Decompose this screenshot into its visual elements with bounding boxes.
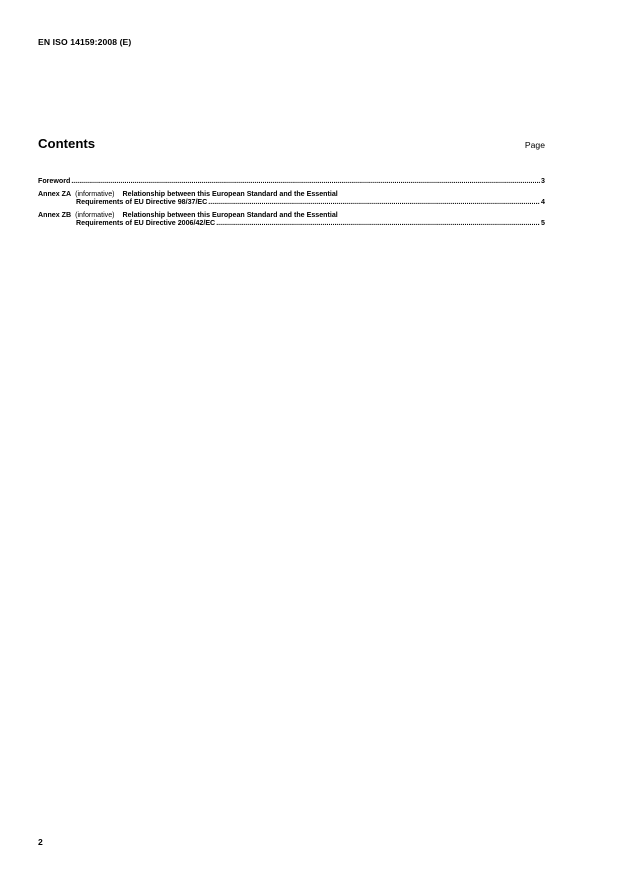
toc-entry-annex-za[interactable]	[38, 190, 545, 206]
toc-line	[38, 211, 545, 219]
toc-entry-title: Relationship between this European Standard and the Essential	[122, 210, 338, 219]
toc-entry-title-continued: Requirements of EU Directive 98/37/EC	[76, 198, 208, 206]
toc-line	[38, 190, 545, 198]
toc-entry-qualifier: (informative)	[75, 210, 115, 219]
toc-line	[38, 219, 545, 227]
toc-entry-foreword[interactable]	[38, 177, 545, 185]
toc-entry-page: 4	[541, 198, 545, 206]
toc-entry-prefix: Annex ZB	[38, 210, 72, 219]
table-of-contents	[38, 177, 545, 232]
toc-line	[38, 177, 545, 185]
toc-line	[38, 198, 545, 206]
dot-leader	[71, 177, 540, 185]
toc-entry-page: 3	[541, 177, 545, 185]
page-column-label: Page	[524, 140, 545, 150]
document-id-header: EN ISO 14159:2008 (E)	[38, 37, 132, 47]
toc-entry-label: Foreword	[38, 177, 71, 185]
toc-entry-title: Relationship between this European Standard and the Essential	[122, 189, 338, 198]
toc-entry-annex-zb[interactable]	[38, 211, 545, 227]
toc-entry-qualifier: (informative)	[75, 189, 115, 198]
contents-title: Contents	[38, 136, 96, 151]
toc-entry-prefix: Annex ZA	[38, 189, 72, 198]
dot-leader	[216, 219, 540, 227]
toc-entry-page: 5	[541, 219, 545, 227]
dot-leader	[208, 198, 540, 206]
toc-entry-title-continued: Requirements of EU Directive 2006/42/EC	[76, 219, 216, 227]
page-number: 2	[38, 837, 43, 847]
